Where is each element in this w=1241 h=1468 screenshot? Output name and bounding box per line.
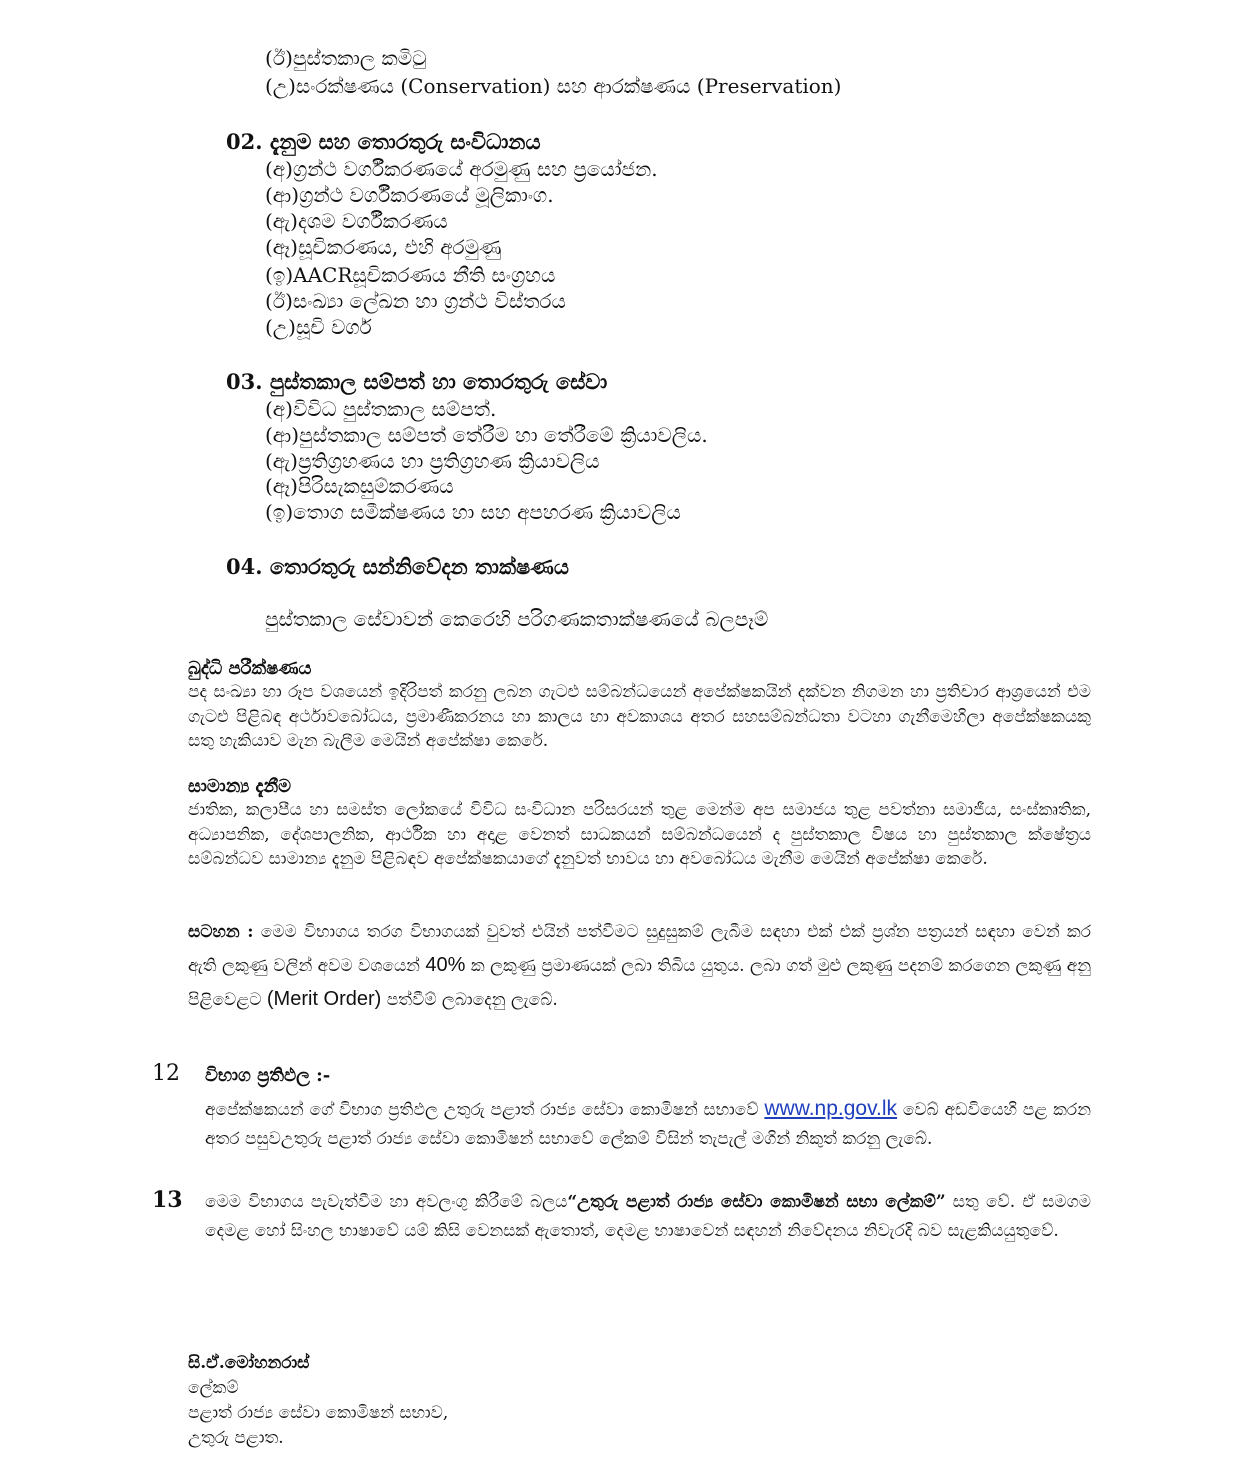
- list-item: (අ)ග්‍රන්ථ වර්ගීකරණයේ අරමුණු සහ ප්‍රයෝජන.: [265, 157, 658, 181]
- section-text: පුස්තකාල සේවාවන් කෙරෙහි පරිගණකතාක්ෂණයේ බලපෑම්: [265, 607, 769, 631]
- list-item: (ඇ)ප්‍රතිග්‍රහණය හා ප්‍රතිග්‍රහණ ක්‍රියාවලිය: [265, 449, 600, 473]
- note-text: පත්වීම් ලබාදෙනු ලැබේ.: [381, 990, 558, 1010]
- note-percent: 40%: [425, 954, 466, 976]
- paragraph-heading-general-knowledge: සාමාන්‍ය දැනීම: [188, 776, 292, 797]
- note-label: සටහන :: [188, 922, 254, 942]
- note-text: මෙම විභාගය තරග විභාගයක් වුවත් එයින් පත්වීමට සුදුසුකම් ලැබීම සඳහා එක් එක් ප්‍රශ්න පත්‍රයන් සඳහා වෙන් කර ඇති ලකුණු වලින් අවම වශයෙන්: [188, 922, 1091, 976]
- results-paragraph: [205, 1094, 1091, 1154]
- list-item: (ඈ)පිරිසැකසුම්කරණය: [265, 474, 454, 498]
- list-item: (ඈ)සූචිකරණය, එහි අරමුණු: [265, 235, 502, 259]
- signatory-province: උතුරු පළාත.: [188, 1428, 284, 1448]
- list-item: (ඉ)තොග සමීක්ෂණය හා සහ අපහරණ ක්‍රියාවලිය: [265, 500, 681, 524]
- list-item: (උ)සූචි වර්ග: [265, 315, 372, 339]
- results-heading: විභාග ප්‍රතිඵල :-: [205, 1065, 331, 1086]
- section-heading-04: 04. තොරතුරු සන්නිවේදන තාක්ෂණය: [226, 554, 569, 579]
- note-merit-order: (Merit Order): [266, 988, 382, 1010]
- section-heading-03: 03. පුස්තකාල සම්පත් හා තොරතුරු සේවා: [226, 369, 608, 394]
- list-item: (ඉ)AACRසූචිකරණය නීති සංග්‍රහය: [265, 263, 556, 287]
- list-item: (ඊ)සංඛ්‍යා ලේඛන හා ග්‍රන්ථ විස්තරය: [265, 289, 566, 313]
- authority-text: සතු වේ. ඒ සමගම දෙමළ හෝ සිංහල භාෂාවේ යම් කිසි වෙනසක් ඇතොත්, දෙමළ භාෂාවෙන් සඳහන් නිවේදනය නිවැරදි බව සැළකියයුතුවේ.: [205, 1192, 1092, 1241]
- authority-paragraph: [205, 1188, 1091, 1246]
- list-item: (ඇ)දශම වර්ගීකරණය: [265, 209, 448, 233]
- signatory-name: සි.ඒ.මෝහනරාස්: [188, 1353, 310, 1373]
- website-link[interactable]: www.np.gov.lk: [764, 1097, 898, 1120]
- list-item: (ආ)ග්‍රන්ථ වර්ගීකරණයේ මූලිකාංග.: [265, 183, 554, 207]
- authority-bold-text: “උතුරු පළාත් රාජ්‍ය සේවා කොමිෂන් සභා ලේකම්”: [567, 1192, 946, 1212]
- list-item: (අ)විවිධ පුස්තකාල සම්පත්.: [265, 397, 497, 421]
- section-number-13: 13: [152, 1187, 183, 1213]
- paragraph-heading-intelligence: බුද්ධි පරීක්ෂණය: [188, 658, 312, 679]
- list-item: (ඊ)පුස්තකාල කමිටු: [265, 46, 427, 70]
- signatory-title: ලේකම්: [188, 1378, 239, 1398]
- note-paragraph: [188, 916, 1091, 1017]
- results-text: වෙබ් අඩවියෙහි පළ කරන අතර පසුවඋතුරු පළාත් රාජ්‍ය සේවා කොමිෂන් සභාවේ ලේකම් විසින් තැපැල් මගින් නිකුත් කරනු ලැබේ.: [205, 1100, 1091, 1149]
- list-item: (ආ)පුස්තකාල සම්පත් තේරීම හා තේරීමේ ක්‍රියාවලිය.: [265, 423, 708, 447]
- results-text: අපේක්ෂකයන් ගේ විභාග ප්‍රතිඵල උතුරු පළාත් රාජ්‍ය සේවා කොමිෂන් සභාවේ: [205, 1100, 765, 1120]
- section-heading-02: 02. දැනුම සහ තොරතුරු සංවිධානය: [226, 129, 541, 154]
- paragraph-general-knowledge: ජාතික, කලාපීය හා සමස්ත ලෝකයේ විවිධ සංවිධාන පරිසරයන් තුළ මෙන්ම අප සමාජය තුළ පවත්නා සමාජීය, සංස්කෘතික, අධ්‍යාපනික, දේශපාලනික, ආර්ථික හා අදාළ වෙනත් සාධකයන් සම්බන්ධයෙන් ද පුස්තකාල විෂය හා පුස්තකාල ක්ෂේත්‍රය සම්බන්ධව සාමාන්‍ය දැනුම පිළිබඳව අපේක්ෂකයාගේ දැනුවත් භාවය හා අවබෝධය මැනීම මෙයින් අපේක්ෂා කෙරේ.: [188, 800, 1091, 869]
- signatory-office: පළාත් රාජ්‍ය සේවා කොමිෂන් සභාව,: [188, 1403, 449, 1423]
- paragraph-intelligence: පද සංඛ්‍යා හා රූප වශයෙන් ඉදිරිපත් කරනු ලබන ගැටළු සම්බන්ධයෙන් අපේක්ෂකයින් දක්වන නිගමන හා ප්‍රතිචාර ආශ්‍රයෙන් එම ගැටළු පිළිබඳ අර්ථාවබෝධය, ප්‍රමාණීකරනය හා කාලය හා අවකාශය අතර සහසම්බන්ධතා වටහා ගැනීමෙහිලා අපේක්ෂකයකු සතු හැකියාව මැන බැලීම මෙයින් අපේක්ෂා කෙරේ.: [188, 682, 1091, 751]
- section-number-12: 12: [152, 1061, 180, 1086]
- authority-text: මෙම විභාගය පැවැත්වීම හා අවලංගු කිරීමේ බලය: [205, 1192, 568, 1212]
- list-item: (උ)සංරක්ෂණය (Conservation) සහ ආරක්ෂණය (Preservation): [265, 74, 842, 98]
- note-text: ක ලකුණු ප්‍රමාණයක් ලබා තිබිය යුතුය. ලබා ගත් මුළු ලකුණු පදනම් කරගෙන ලකුණු අනු පිළිවෙළට: [188, 956, 1092, 1010]
